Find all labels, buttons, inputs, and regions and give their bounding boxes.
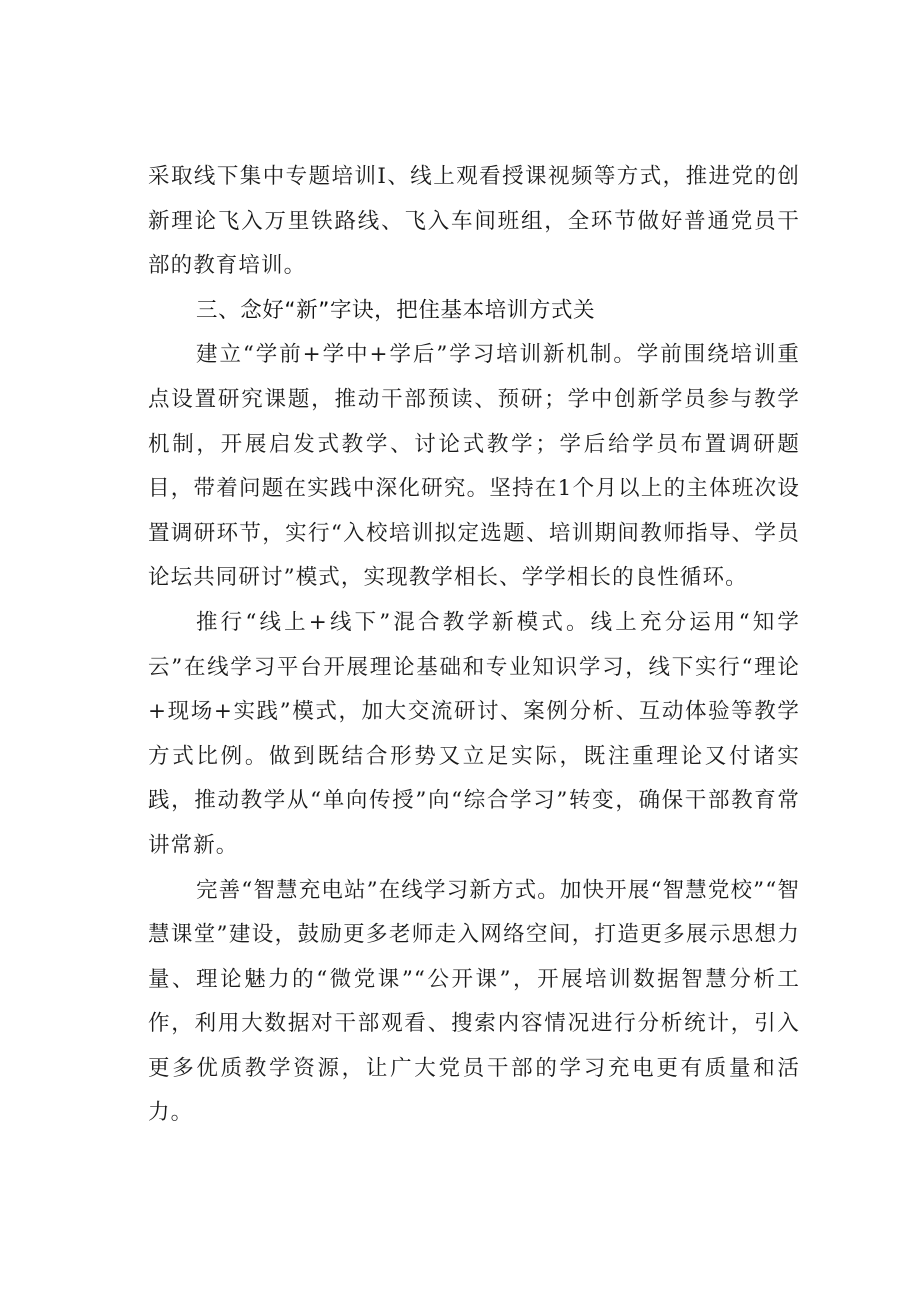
paragraph-smart-charging-station: 完善“智慧充电站”在线学习新方式。加快开展“智慧党校”“智慧课堂”建设，鼓励更多老师走入网络空间，打造更多展示思想力量、理论魅力的“微党课”“公开课”，开展培训数据智慧分析工作，利用大数据对干部观看、搜索内容情况进行分析统计，引入更多优质教学资源，让广大党员干部的学习充电更有质量和活力。 [148, 877, 800, 1126]
paragraph-learning-mechanism: 建立“学前+学中+学后”学习培训新机制。学前围绕培训重点设置研究课题，推动干部预读、预研；学中创新学员参与教学机制，开展启发式教学、讨论式教学；学后给学员布置调研题目，带着问题在实践中深化研究。坚持在1个月以上的主体班次设置调研环节，实行“入校培训拟定选题、培训期间教师指导、学员论坛共同研讨”模式，实现教学相长、学学相长的良性循环。 [148, 342, 800, 591]
continuation-paragraph: 采取线下集中专题培训I、线上观看授课视频等方式，推进党的创新理论飞入万里铁路线、飞入车间班组，全环节做好普通党员干部的教育培训。 [148, 164, 800, 279]
section-heading: 三、念好“新”字诀，把住基本培训方式关 [196, 297, 596, 323]
document-page [148, 155, 800, 1136]
paragraph-blended-teaching: 推行“线上+线下”混合教学新模式。线上充分运用“知学云”在线学习平台开展理论基础和专业知识学习，线下实行“理论+现场+实践”模式，加大交流研讨、案例分析、互动体验等教学方式比例。做到既结合形势又立足实际，既注重理论又付诸实践，推动教学从“单向传授”向“综合学习”转变，确保干部教育常讲常新。 [148, 609, 800, 858]
